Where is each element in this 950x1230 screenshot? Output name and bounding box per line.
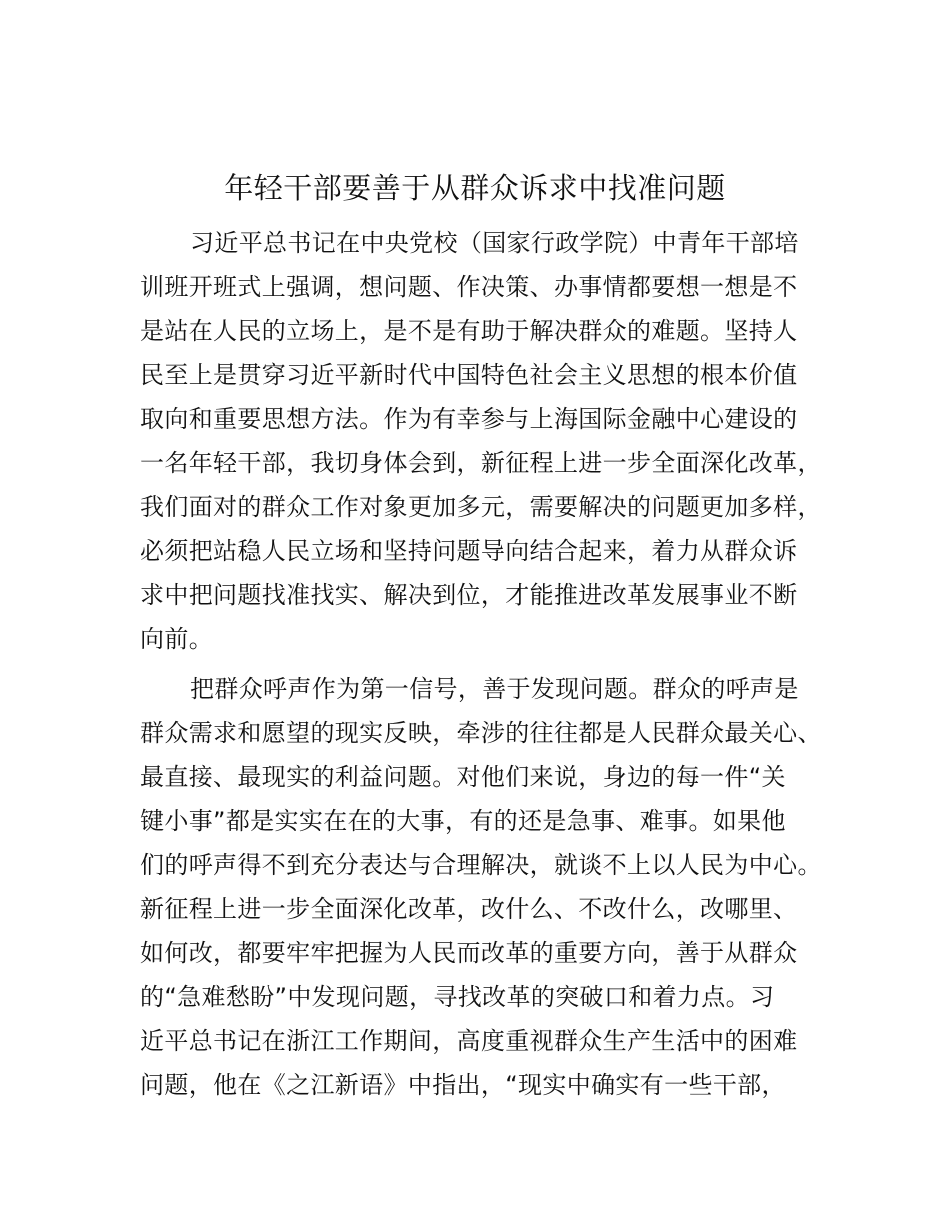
paragraph-line: 群众需求和愿望的现实反映，牵涉的往往都是人民群众最关心、 <box>140 719 822 747</box>
paragraph-line: 我们面对的群众工作对象更加多元，需要解决的问题更加多样， <box>140 493 822 521</box>
paragraph-line: 们的呼声得不到充分表达与合理解决，就谈不上以人民为中心。 <box>140 851 822 879</box>
paragraph-line: 向前。 <box>140 625 214 653</box>
paragraph-line: 必须把站稳人民立场和坚持问题导向结合起来，着力从群众诉 <box>140 537 798 565</box>
paragraph-line: 习近平总书记在中央党校（国家行政学院）中青年干部培 <box>190 229 799 257</box>
paragraph-line: 近平总书记在浙江工作期间，高度重视群众生产生活中的困难 <box>140 1027 798 1055</box>
paragraph-line: 把群众呼声作为第一信号，善于发现问题。群众的呼声是 <box>190 675 799 703</box>
paragraph-line: 一名年轻干部，我切身体会到，新征程上进一步全面深化改革， <box>140 449 822 477</box>
paragraph-line: 键小事”都是实实在在的大事，有的还是急事、难事。如果他 <box>140 807 786 835</box>
paragraph-line: 民至上是贯穿习近平新时代中国特色社会主义思想的根本价值 <box>140 361 798 389</box>
paragraph-line: 的“急难愁盼”中发现问题，寻找改革的突破口和着力点。习 <box>140 983 775 1011</box>
paragraph-line: 取向和重要思想方法。作为有幸参与上海国际金融中心建设的 <box>140 405 798 433</box>
paragraph-line: 新征程上进一步全面深化改革，改什么、不改什么，改哪里、 <box>140 895 798 923</box>
paragraph-line: 最直接、最现实的利益问题。对他们来说，身边的每一件“关 <box>140 763 786 791</box>
paragraph-line: 问题，他在《之江新语》中指出，“现实中确实有一些干部， <box>140 1071 786 1099</box>
paragraph-line: 训班开班式上强调，想问题、作决策、办事情都要想一想是不 <box>140 273 798 301</box>
paragraph-line: 求中把问题找准找实、解决到位，才能推进改革发展事业不断 <box>140 581 798 609</box>
paragraph-line: 如何改，都要牢牢把握为人民而改革的重要方向，善于从群众 <box>140 939 798 967</box>
document-title: 年轻干部要善于从群众诉求中找准问题 <box>224 171 726 205</box>
paragraph-line: 是站在人民的立场上，是不是有助于解决群众的难题。坚持人 <box>140 317 798 345</box>
